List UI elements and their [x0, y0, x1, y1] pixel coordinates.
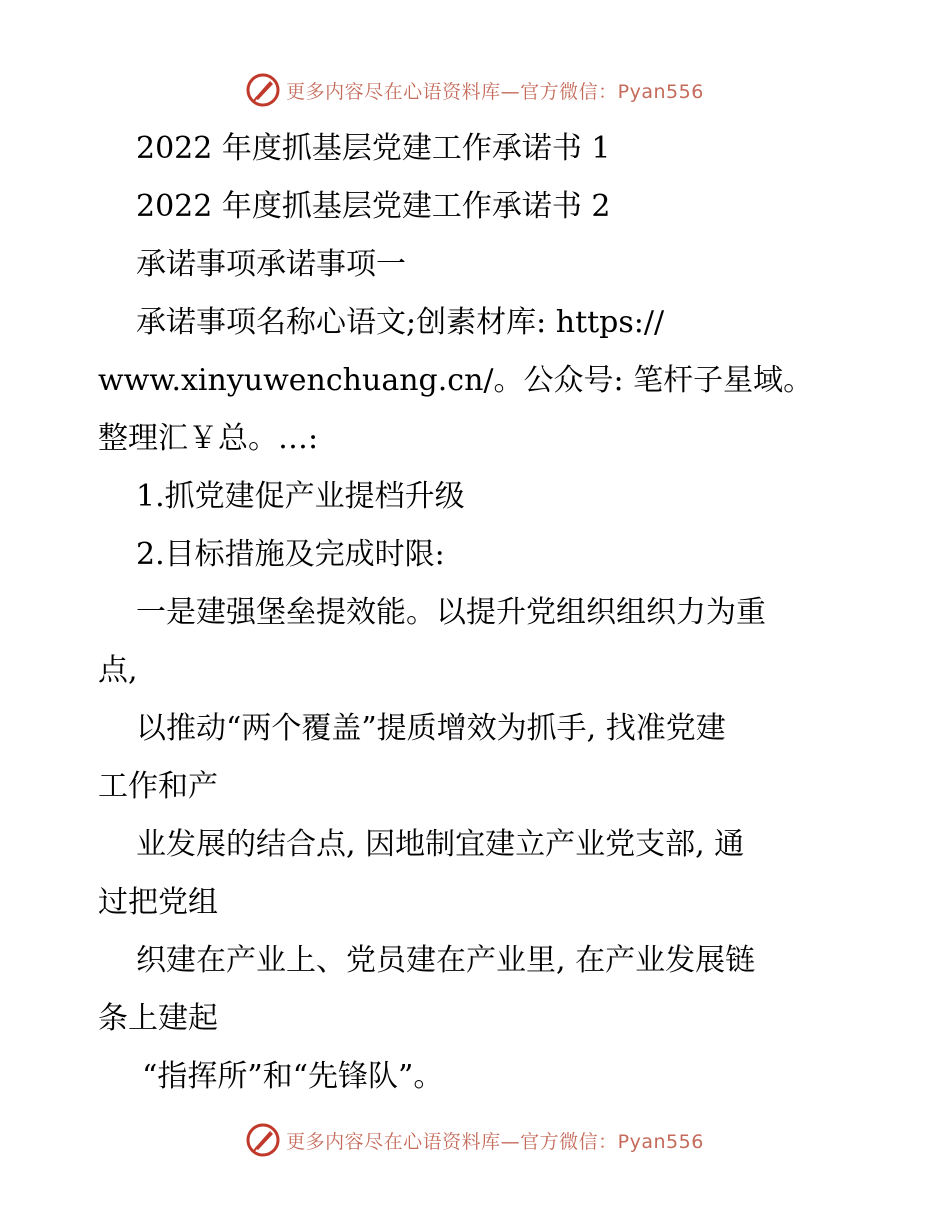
- doc-line: 过把党组: [98, 885, 218, 920]
- header-banner-text: 更多内容尽在心语资料库—官方微信：Pyan556: [286, 80, 704, 103]
- footer-banner-text: 更多内容尽在心语资料库—官方微信：Pyan556: [286, 1130, 704, 1153]
- doc-line: 承诺事项承诺事项一: [136, 247, 406, 282]
- doc-line: “指挥所”和“先锋队”。: [142, 1059, 444, 1094]
- doc-line: 点,: [98, 653, 138, 688]
- doc-line: 织建在产业上、党员建在产业里, 在产业发展链: [136, 943, 756, 978]
- doc-line: 2022 年度抓基层党建工作承诺书 2: [136, 189, 611, 224]
- doc-line: 工作和产: [98, 769, 218, 804]
- footer-banner: [0, 1120, 950, 1160]
- doc-line: 整理汇￥总。…:: [98, 421, 319, 456]
- quill-logo-icon: [246, 1123, 280, 1157]
- doc-line: 2.目标措施及完成时限:: [136, 537, 445, 572]
- quill-logo-icon: [246, 73, 280, 107]
- doc-line: 业发展的结合点, 因地制宜建立产业党支部, 通: [136, 827, 745, 862]
- document-body: [98, 120, 858, 1106]
- doc-line: 一是建强堡垒提效能。以提升党组织组织力为重: [136, 595, 766, 630]
- header-banner: [0, 70, 950, 110]
- doc-line: 2022 年度抓基层党建工作承诺书 1: [136, 131, 611, 166]
- doc-line: 1.抓党建促产业提档升级: [136, 479, 465, 514]
- doc-line: 条上建起: [98, 1001, 218, 1036]
- doc-line: 承诺事项名称心语文;创素材库: https://: [136, 305, 665, 340]
- doc-line: 以推动“两个覆盖”提质增效为抓手, 找准党建: [136, 711, 726, 746]
- doc-line: www.xinyuwenchuang.cn/。公众号: 笔杆子星域。: [98, 363, 814, 398]
